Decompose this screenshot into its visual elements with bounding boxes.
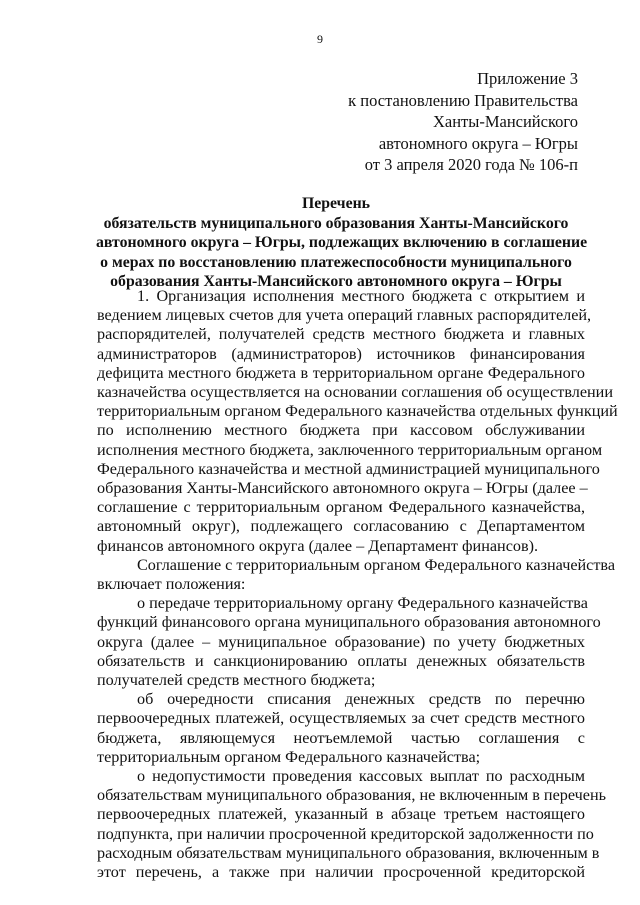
- title-line: обязательств муниципального образования Ханты-Мансийского: [103, 214, 569, 232]
- paragraph-2: [97, 555, 616, 594]
- appendix-line: к постановлению Правительства: [348, 90, 578, 110]
- text-line: территориальным органом Федерального казначейства;: [97, 747, 481, 766]
- title-line: образования Ханты-Мансийского автономного округа – Югры: [110, 273, 562, 291]
- text-line: 1. Организация исполнения местного бюджета с открытием и: [137, 287, 585, 305]
- text-line: функций финансового органа муниципального образования автономного: [97, 613, 601, 632]
- text-line: первоочередных платежей, осуществляемых за счет средств местного: [97, 709, 585, 728]
- document-title: [96, 194, 588, 292]
- paragraph-1: [97, 287, 618, 556]
- appendix-line: Приложение 3: [477, 69, 578, 88]
- paragraph-5: [97, 767, 607, 882]
- text-line: подпункта, при наличии просроченной кредиторской задолженности по: [97, 824, 594, 843]
- text-line: образования Ханты-Мансийского автономного округа – Югры (далее –: [97, 479, 588, 498]
- text-line: о недопустимости проведения кассовых выплат по расходным: [137, 767, 585, 786]
- text-line: исполнения местного бюджета, заключенного территориальным органом: [97, 440, 603, 459]
- appendix-line: автономного округа – Югры: [378, 133, 578, 153]
- text-line: Соглашение с территориальным органом Федерального казначейства: [137, 555, 616, 574]
- text-line: о передаче территориальному органу Федерального казначейства: [137, 594, 588, 613]
- text-line: соглашение с территориальным органом Федерального казначейства,: [97, 498, 585, 517]
- paragraph-3: [97, 594, 601, 690]
- text-line: дефицита местного бюджета в территориальном органе Федерального: [97, 363, 585, 382]
- text-line: Федерального казначейства и местной администрацией муниципального: [97, 459, 600, 478]
- text-line: расходным обязательствам муниципального образования, включенным в: [97, 843, 600, 862]
- text-line: включает положения:: [97, 575, 246, 594]
- appendix-line: Ханты-Мансийского: [432, 112, 578, 131]
- text-line: автономный округ), подлежащего согласованию с Департаментом: [97, 517, 585, 536]
- text-line: по исполнению местного бюджета при кассовом обслуживании: [97, 421, 585, 440]
- text-line: казначейства осуществляется на основании соглашения об осуществлении: [97, 383, 614, 402]
- appendix-block: [348, 68, 578, 176]
- paragraph-4: [97, 690, 585, 767]
- page-number: 9: [317, 32, 323, 46]
- text-line: территориальным органом Федерального казначейства отдельных функций: [97, 402, 618, 421]
- document-body: [97, 287, 618, 882]
- text-line: первоочередных платежей, указанный в абзаце третьем настоящего: [97, 805, 585, 824]
- text-line: финансов автономного округа (далее – Департамент финансов).: [97, 536, 539, 555]
- text-line: обязательствам муниципального образования, не включенным в перечень: [97, 786, 607, 805]
- text-line: округа (далее – муниципальное образование) по учету бюджетных: [97, 632, 585, 651]
- title-line: автономного округа – Югры, подлежащих включению в соглашение: [96, 234, 588, 252]
- title-line: Перечень: [301, 195, 371, 212]
- title-line: о мерах по восстановлению платежеспособности муниципального: [100, 253, 572, 271]
- text-line: обязательств и санкционированию оплаты денежных обязательств: [97, 651, 585, 670]
- text-line: администраторов (администраторов) источников финансирования: [97, 344, 585, 363]
- text-line: распорядителей, получателей средств местного бюджета и главных: [97, 325, 585, 344]
- text-line: об очередности списания денежных средств по перечню: [137, 690, 585, 709]
- text-line: бюджета, являющемуся неотъемлемой частью соглашения с: [97, 728, 585, 747]
- text-line: получателей средств местного бюджета;: [97, 671, 376, 690]
- text-line: ведением лицевых счетов для учета операций главных распорядителей,: [97, 306, 592, 325]
- appendix-line: от 3 апреля 2020 года № 106-п: [364, 155, 578, 174]
- text-line: этот перечень, а также при наличии просроченной кредиторской: [97, 863, 585, 882]
